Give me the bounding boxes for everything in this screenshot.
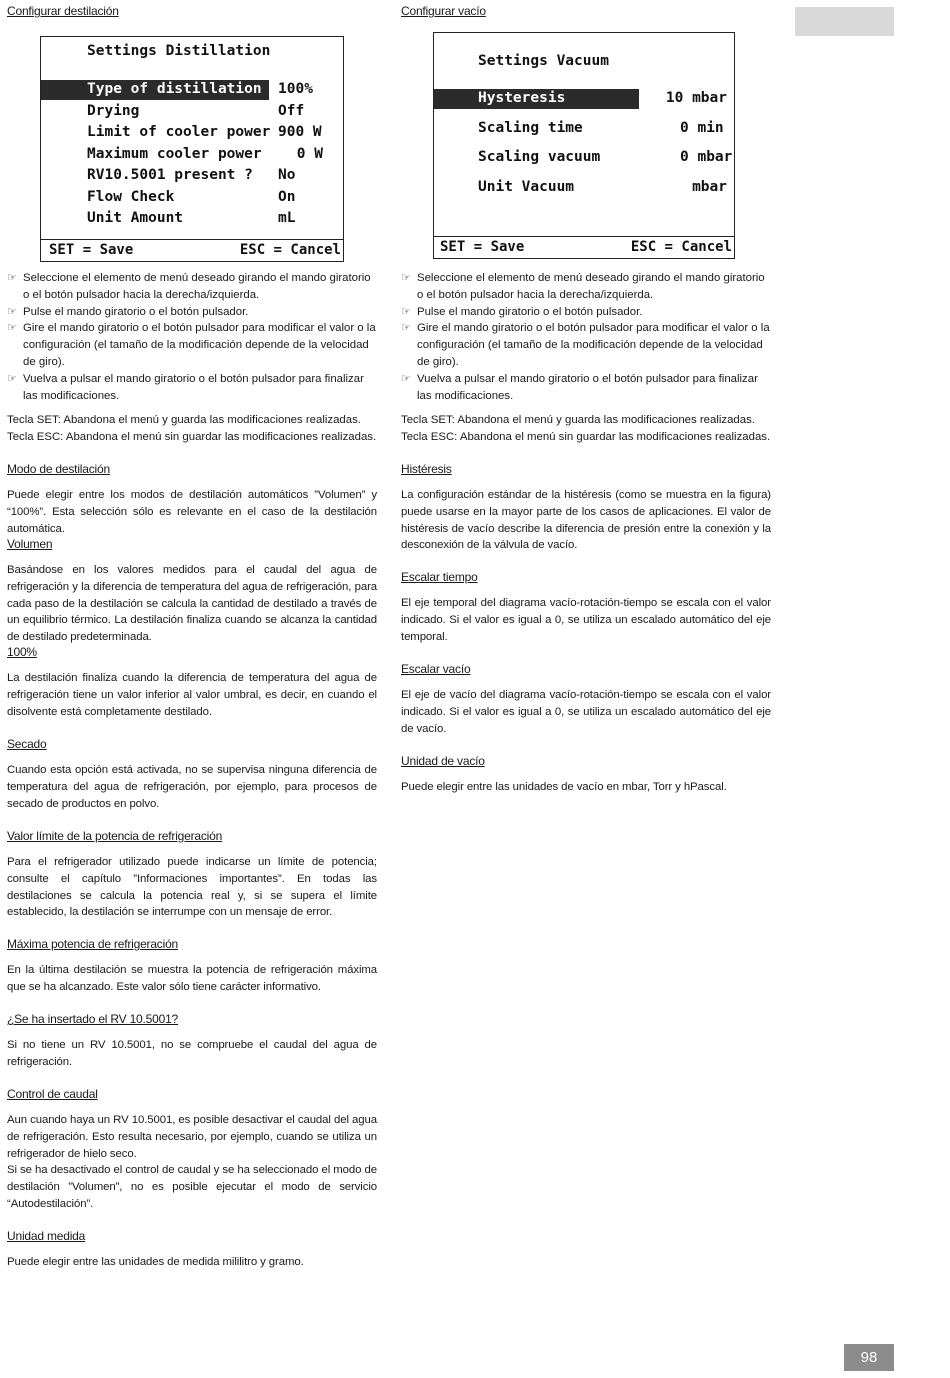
screen-row-unit-vacuum[interactable] xyxy=(434,178,734,198)
footer-set-save: SET = Save xyxy=(49,242,134,258)
row-value: 0 mbar xyxy=(680,149,733,165)
row-label: RV10.5001 present ? xyxy=(87,167,253,183)
pointing-hand-icon: ☞ xyxy=(7,322,17,335)
section-title-unidad-medida: Unidad medida xyxy=(7,1229,86,1243)
row-value: 0 min xyxy=(680,119,724,136)
row-label: Scaling vacuum xyxy=(478,149,601,165)
screen-row-hysteresis[interactable] xyxy=(434,89,734,109)
row-value: mbar xyxy=(692,178,727,195)
page-number: 98 xyxy=(844,1344,894,1371)
row-value: 10 mbar xyxy=(665,90,727,106)
screen-row-limit-cooler-power[interactable] xyxy=(41,123,343,143)
screen-title: Settings Vacuum xyxy=(478,53,609,69)
section-title-modo: Modo de destilación xyxy=(7,462,110,476)
key-esc-text: Tecla ESC: Abandona el menú sin guardar las modificaciones realizadas. xyxy=(401,431,771,443)
section-title-unidad-vacio: Unidad de vacío xyxy=(401,754,485,768)
section-text-volumen: Basándose en los valores medidos para el caudal del agua de refrigeración y la diferencia de temperatura del agua de refrigeración, para cada paso de la destilación se calcula la cantidad de destilado a través de un equilibrio térmico. La destilación finaliza cuando se alcanza la cantidad de destilado predeterminada. xyxy=(7,564,377,644)
footer-esc-cancel: ESC = Cancel xyxy=(630,239,732,255)
row-value: No xyxy=(278,167,296,183)
vacuum-settings-screen xyxy=(433,32,735,259)
list-item: ☞ Vuelva a pulsar el mando giratorio o el botón pulsador para finalizar las modificaciones. xyxy=(7,372,364,402)
list-item: ☞ Gire el mando giratorio o el botón pulsador para modificar el valor o la configuración (el tamaño de la modificación depende de la velocidad de giro). xyxy=(7,322,376,368)
section-title-limite: Valor límite de la potencia de refrigeración xyxy=(7,829,223,843)
section-text-histeresis: La configuración estándar de la histéresis (como se muestra en la figura) puede usarse en la mayor parte de los casos de aplicaciones. El valor de histéresis de vacío describe la diferencia de presión entre la conexión y la desconexión de la válvula de vacío. xyxy=(401,489,771,552)
section-text-escalar-tiempo: El eje temporal del diagrama vacío-rotación-tiempo se escala con el valor indicado. Si el valor es igual a 0, se utiliza un escalado automático del eje temporal. xyxy=(401,597,771,643)
section-text-maxima: En la última destilación se muestra la potencia de refrigeración máxima que se ha alcanzado. Este valor sólo tiene carácter informativo. xyxy=(7,964,377,993)
row-value: 0 W xyxy=(296,145,323,162)
screen-row-unit-amount[interactable] xyxy=(41,209,343,229)
key-set-text: Tecla SET: Abandona el menú y guarda las modificaciones realizadas. xyxy=(7,414,361,426)
screen-row-type-of-distillation[interactable] xyxy=(41,80,343,100)
section-text-modo: Puede elegir entre los modos de destilación automáticos ”Volumen” y “100%”. Esta selección sólo es relevante en el caso de la destilación automática. xyxy=(7,489,377,535)
pointing-hand-icon: ☞ xyxy=(401,372,411,385)
screen-row-scaling-vacuum[interactable] xyxy=(434,148,734,168)
pointing-hand-icon: ☞ xyxy=(401,322,411,335)
section-text-unidad-vacio: Puede elegir entre las unidades de vacío en mbar, Torr y hPascal. xyxy=(401,781,727,793)
row-value: 100% xyxy=(278,81,313,97)
heading-distillation: Configurar destilación xyxy=(7,4,119,18)
section-text-control-caudal: Aun cuando haya un RV 10.5001, es posible desactivar el caudal del agua de refrigeración. Esto resulta necesario, por ejemplo, cuando se utiliza un refrigerador de hielo seco. xyxy=(7,1114,377,1160)
row-value: mL xyxy=(278,210,296,226)
row-label: Unit Amount xyxy=(87,210,184,226)
row-label: Unit Vacuum xyxy=(478,178,575,195)
list-item: ☞ Pulse el mando giratorio o el botón pulsador. xyxy=(401,304,771,321)
row-label: Type of distillation xyxy=(87,81,262,97)
list-item: ☞ Seleccione el elemento de menú deseado girando el mando giratorio o el botón pulsador hacia la derecha/izquierda. xyxy=(401,272,765,301)
pointing-hand-icon: ☞ xyxy=(7,305,17,318)
key-esc-text: Tecla ESC: Abandona el menú sin guardar las modificaciones realizadas. xyxy=(7,431,377,443)
row-label: Flow Check xyxy=(87,188,175,205)
row-value: On xyxy=(278,188,296,205)
row-label: Limit of cooler power xyxy=(87,124,271,140)
section-title-control-caudal: Control de caudal xyxy=(7,1087,98,1101)
section-title-maxima: Máxima potencia de refrigeración xyxy=(7,937,179,951)
row-value: Off xyxy=(278,102,305,119)
section-text-100: La destilación finaliza cuando la diferencia de temperatura del agua de refrigeración tiene un valor inferior al valor umbral, es decir, en cuando el disolvente está completamente destilado. xyxy=(7,672,377,718)
footer-esc-cancel: ESC = Cancel xyxy=(239,242,341,258)
section-text-secado: Cuando esta opción está activada, no se supervisa ninguna diferencia de temperatura del agua de refrigeración, por ejemplo, para procesos de secado de productos en polvo. xyxy=(7,764,377,810)
row-label: Hysteresis xyxy=(478,90,566,106)
section-title-escalar-vacio: Escalar vacío xyxy=(401,662,471,676)
row-label: Maximum cooler power xyxy=(87,145,262,162)
instruction-list xyxy=(7,270,377,404)
section-text-rv-insertado: Si no tiene un RV 10.5001, no se compruebe el caudal del agua de refrigeración. xyxy=(7,1039,377,1068)
section-title-rv-insertado: ¿Se ha insertado el RV 10.5001? xyxy=(7,1012,179,1026)
section-text-unidad-medida: Puede elegir entre las unidades de medida mililitro y gramo. xyxy=(7,1256,304,1268)
section-title-histeresis: Histéresis xyxy=(401,462,452,476)
distillation-settings-screen xyxy=(40,36,344,262)
key-set-text: Tecla SET: Abandona el menú y guarda las modificaciones realizadas. xyxy=(401,414,755,426)
list-item: ☞ Pulse el mando giratorio o el botón pulsador. xyxy=(7,304,377,321)
row-value: 900 W xyxy=(278,124,322,140)
screen-row-flow-check[interactable] xyxy=(41,188,343,208)
footer-set-save: SET = Save xyxy=(440,239,525,255)
section-title-100: 100% xyxy=(7,645,37,659)
row-label: Scaling time xyxy=(478,119,583,136)
pointing-hand-icon: ☞ xyxy=(401,305,411,318)
screen-row-drying[interactable] xyxy=(41,102,343,122)
pointing-hand-icon: ☞ xyxy=(7,372,17,385)
screen-title: Settings Distillation xyxy=(87,43,271,59)
header-tab xyxy=(795,7,894,36)
screen-footer xyxy=(434,236,734,258)
section-text-control-caudal-2: Si se ha desactivado el control de caudal y se ha seleccionado el modo de destilación ”Volumen”, no es posible ejecutar el modo de servicio “Autodestilación”. xyxy=(7,1164,377,1210)
screen-row-scaling-time[interactable] xyxy=(434,119,734,139)
list-item: ☞ Seleccione el elemento de menú deseado girando el mando giratorio o el botón pulsador hacia la derecha/izquierda. xyxy=(7,272,371,301)
screen-footer xyxy=(41,239,343,261)
instruction-list xyxy=(401,270,771,404)
section-text-escalar-vacio: El eje de vacío del diagrama vacío-rotación-tiempo se escala con el valor indicado. Si el valor es igual a 0, se utiliza un escalado automático del eje de vacío. xyxy=(401,689,771,735)
section-title-secado: Secado xyxy=(7,737,47,751)
screen-row-maximum-cooler-power[interactable] xyxy=(41,145,343,165)
row-label: Drying xyxy=(87,102,140,119)
screen-row-rv-present[interactable] xyxy=(41,166,343,186)
pointing-hand-icon: ☞ xyxy=(7,272,17,284)
list-item: ☞ Gire el mando giratorio o el botón pulsador para modificar el valor o la configuración (el tamaño de la modificación depende de la velocidad de giro). xyxy=(401,322,770,368)
section-title-escalar-tiempo: Escalar tiempo xyxy=(401,570,478,584)
list-item: ☞ Vuelva a pulsar el mando giratorio o el botón pulsador para finalizar las modificaciones. xyxy=(401,372,758,402)
section-title-volumen: Volumen xyxy=(7,537,53,551)
heading-vacuum: Configurar vacío xyxy=(401,4,486,18)
section-text-limite: Para el refrigerador utilizado puede indicarse un límite de potencia; consulte el capítulo ”Informaciones importantes”. En todas las destilaciones se calcula la potencia real y, si se supera el límite establecido, la destilación se interrumpe con un mensaje de error. xyxy=(7,856,377,919)
pointing-hand-icon: ☞ xyxy=(401,272,411,284)
